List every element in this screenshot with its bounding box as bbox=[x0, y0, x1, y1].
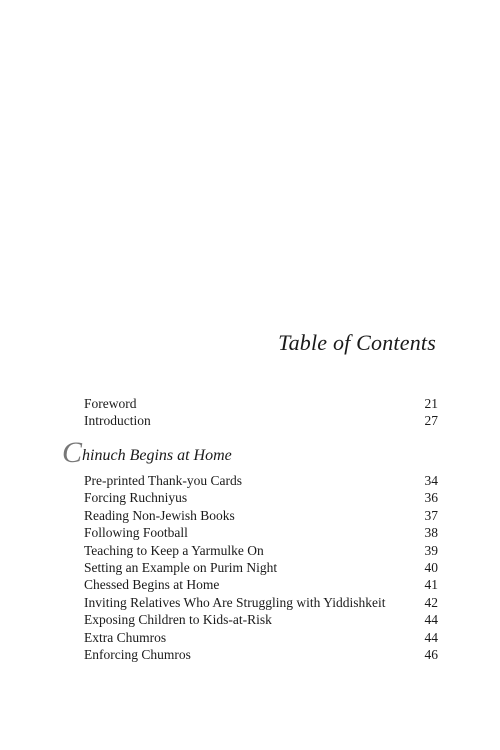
toc-entry[interactable] bbox=[84, 559, 438, 576]
toc-entry-page: 36 bbox=[424, 490, 438, 506]
toc-entry-title: Enforcing Chumros bbox=[84, 646, 191, 662]
toc-entry[interactable] bbox=[84, 646, 438, 663]
toc-entry-title: Pre-printed Thank-you Cards bbox=[84, 473, 242, 488]
toc-entry[interactable] bbox=[84, 524, 438, 541]
toc-entry[interactable] bbox=[84, 507, 438, 524]
toc-entry-page: 21 bbox=[424, 396, 438, 411]
toc-entry-title: Setting an Example on Purim Night bbox=[84, 559, 278, 575]
section-heading-initial: C bbox=[62, 436, 83, 469]
toc-entry-title: Chessed Begins at Home bbox=[84, 577, 220, 593]
section-heading-chinuch bbox=[62, 438, 232, 468]
toc-entry[interactable] bbox=[84, 489, 438, 506]
section-heading-rest: hinuch Begins at Home bbox=[82, 447, 232, 464]
toc-entry-page: 46 bbox=[424, 646, 438, 662]
toc-entry-title: Forcing Ruchniyus bbox=[84, 490, 188, 506]
toc-entry-title: Following Football bbox=[84, 525, 188, 541]
toc-entry-page: 27 bbox=[424, 413, 438, 429]
toc-entry-page: 41 bbox=[424, 577, 438, 593]
toc-entry-title: Exposing Children to Kids-at-Risk bbox=[84, 612, 272, 628]
toc-entry[interactable] bbox=[84, 594, 438, 611]
toc-entry-page: 40 bbox=[424, 559, 438, 575]
toc-entry[interactable] bbox=[84, 472, 438, 489]
toc-entry[interactable] bbox=[84, 629, 438, 646]
toc-entry-introduction[interactable] bbox=[84, 412, 438, 429]
toc-entry-page: 34 bbox=[424, 473, 438, 488]
toc-entry-page: 39 bbox=[424, 542, 438, 558]
toc-entry[interactable] bbox=[84, 576, 438, 593]
toc-entry[interactable] bbox=[84, 611, 438, 628]
toc-entry-title: Foreword bbox=[84, 396, 137, 411]
toc-title: Table of Contents bbox=[278, 330, 436, 355]
toc-entry-foreword[interactable] bbox=[84, 395, 438, 412]
toc-entry-page: 42 bbox=[424, 594, 438, 610]
section-entry-list bbox=[84, 472, 438, 663]
toc-entry-page: 37 bbox=[424, 507, 438, 523]
toc-entry-title: Introduction bbox=[84, 413, 151, 429]
toc-entry[interactable] bbox=[84, 542, 438, 559]
toc-entry-page: 44 bbox=[424, 629, 438, 645]
toc-entry-title: Reading Non-Jewish Books bbox=[84, 507, 235, 523]
toc-entry-title: Teaching to Keep a Yarmulke On bbox=[84, 542, 264, 558]
toc-entry-page: 38 bbox=[424, 525, 438, 541]
toc-entry-title: Inviting Relatives Who Are Struggling with Yiddishkeit bbox=[84, 594, 386, 610]
toc-entry-title: Extra Chumros bbox=[84, 629, 167, 645]
front-matter-list bbox=[84, 395, 438, 430]
toc-entry-page: 44 bbox=[424, 612, 438, 628]
